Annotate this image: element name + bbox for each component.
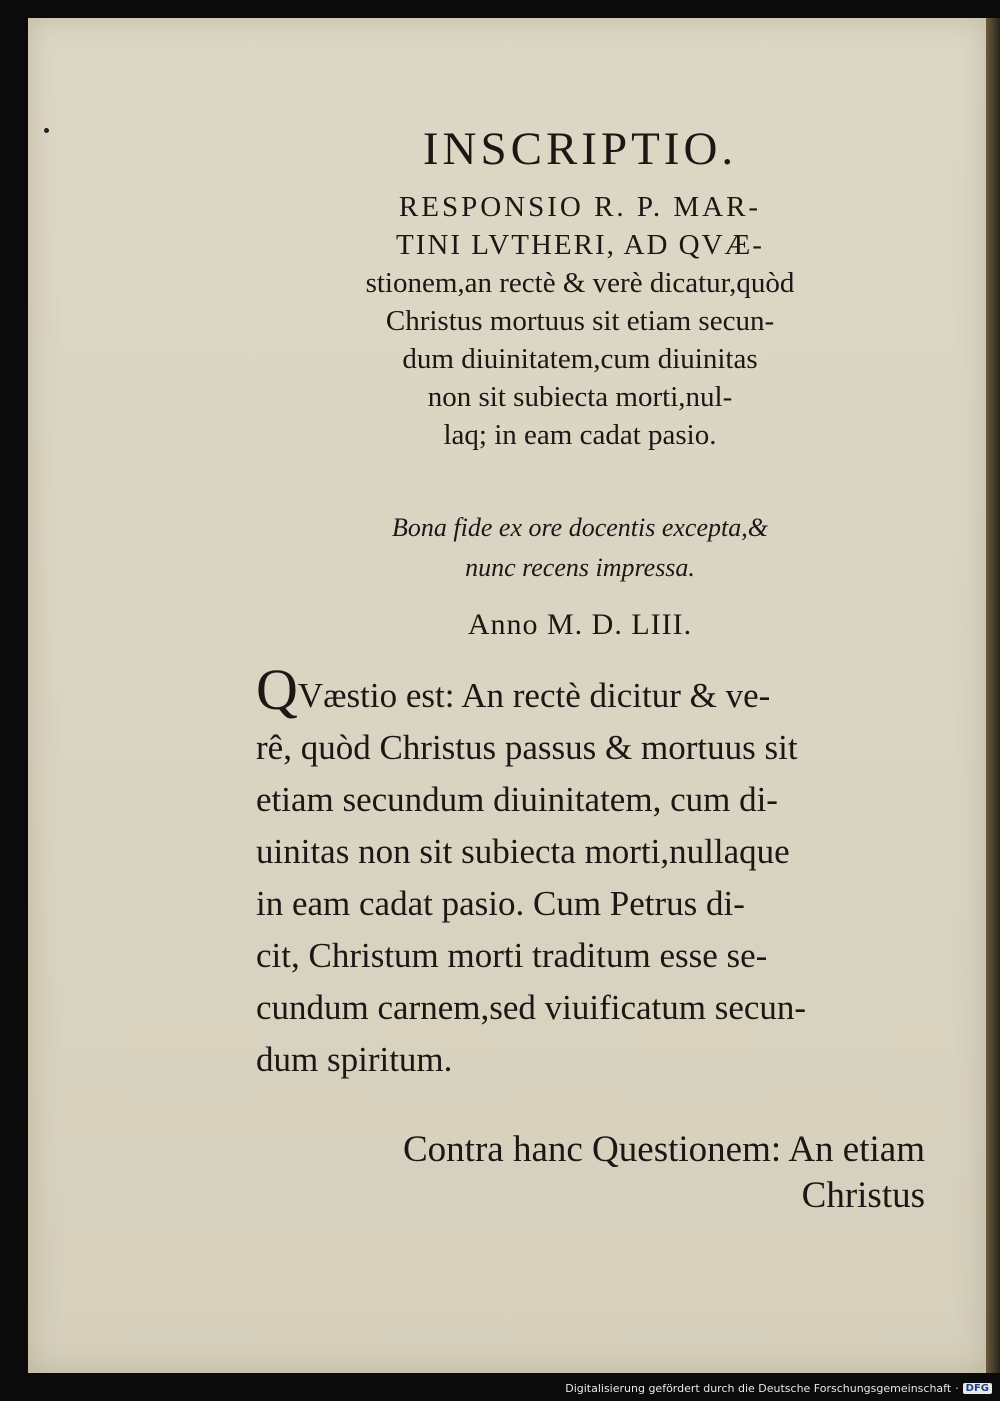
imprint-line-1: Bona fide ex ore docentis excepta,& <box>392 513 768 542</box>
body-line-7: cundum carnem,sed viuificatum secun- <box>256 988 807 1027</box>
catchword: Christus <box>801 1175 925 1216</box>
page-title: INSCRIPTIO. <box>422 123 738 175</box>
page-edge <box>986 18 1000 1373</box>
body-line-6: cit, Christum morti traditum esse se- <box>256 936 768 975</box>
ink-spot <box>44 128 49 133</box>
body-line-4: uinitas non sit subiecta morti,nullaque <box>256 832 790 871</box>
imprint <box>230 508 930 588</box>
body-line-1 <box>256 657 926 722</box>
heading-line-5: dum diuinitatem,cum diuinitas <box>402 343 758 375</box>
footer-text: Digitalisierung gefördert durch die Deutsche Forschungsgemeinschaft <box>565 1381 952 1395</box>
body-text <box>256 657 926 1086</box>
publication-year: Anno M. D. LIII. <box>467 608 693 641</box>
dfg-logo-icon: DFG <box>963 1383 992 1394</box>
body-line-3: etiam secundum diuinitatem, cum di- <box>256 780 778 819</box>
heading-line-2: TINI LVTHERI, AD QVÆ- <box>396 229 764 261</box>
heading-line-4: Christus mortuus sit etiam secun- <box>385 305 775 337</box>
body-line-5: in eam cadat pasio. Cum Petrus di- <box>256 884 745 923</box>
heading-line-6: non sit subiecta morti,nul- <box>427 381 733 413</box>
heading <box>230 188 930 454</box>
heading-line-1: RESPONSIO R. P. MAR- <box>398 191 762 223</box>
body-line-2: rê, quòd Christus passus & mortuus sit <box>256 728 798 767</box>
heading-line-3: stionem,an rectè & verè dicatur,quòd <box>365 267 795 299</box>
catch-line: Contra hanc Questionem: An etiam <box>403 1129 925 1170</box>
digitization-footer <box>565 1379 992 1397</box>
body-line-8: dum spiritum. <box>256 1040 453 1079</box>
imprint-line-2: nunc recens impressa. <box>465 553 695 582</box>
drop-cap: Q <box>256 657 298 722</box>
heading-line-7: laq; in eam cadat pasio. <box>443 419 717 451</box>
footer-separator: · <box>955 1381 959 1395</box>
body-line-1-text: Væstio est: An rectè dicitur & ve- <box>297 676 771 715</box>
